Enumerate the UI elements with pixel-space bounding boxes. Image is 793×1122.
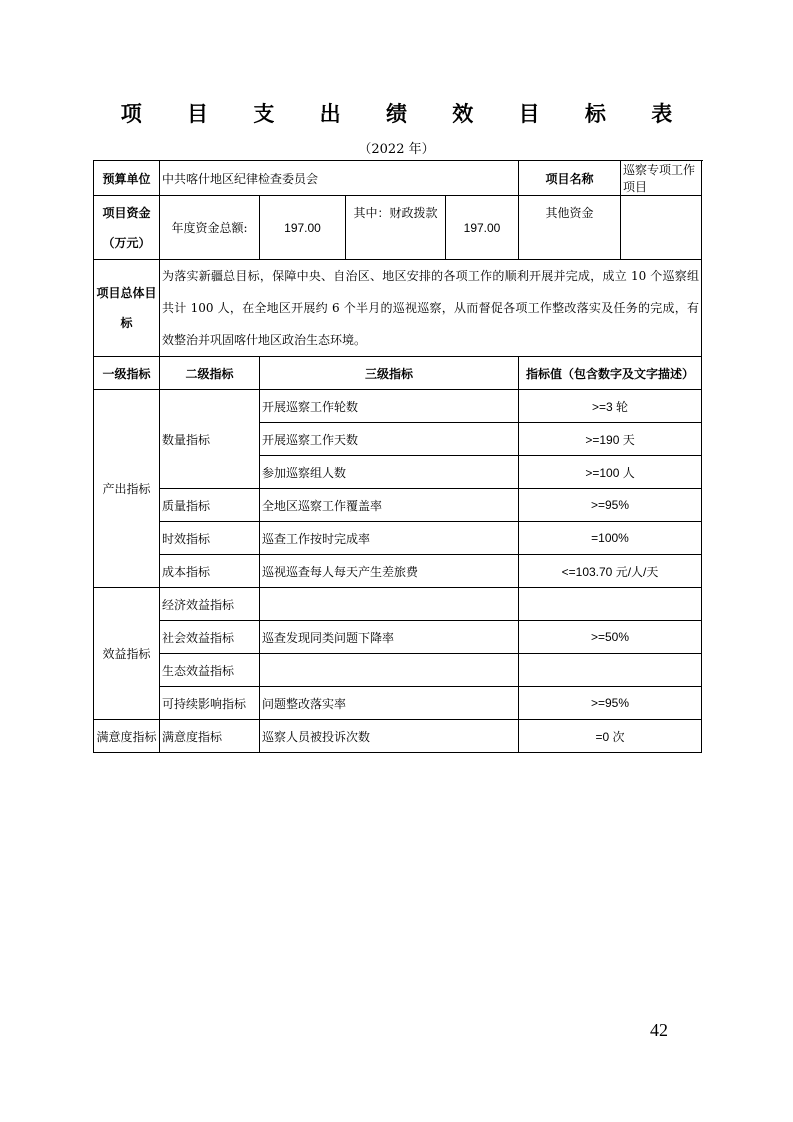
indicator-value: =100% — [519, 522, 702, 555]
goal-label: 项目总体目标 — [94, 260, 160, 357]
table-row — [94, 720, 702, 753]
cost-indicator: 成本指标 — [160, 555, 260, 588]
header-level2: 二级指标 — [160, 357, 260, 390]
indicator-value: >=100 人 — [519, 456, 702, 489]
timeliness-indicator: 时效指标 — [160, 522, 260, 555]
budget-unit-row — [94, 161, 702, 196]
ecological-indicator: 生态效益指标 — [160, 654, 260, 687]
group-output: 产出指标 — [94, 390, 160, 588]
group-benefit: 效益指标 — [94, 588, 160, 720]
economic-indicator: 经济效益指标 — [160, 588, 260, 621]
indicator-value: <=103.70 元/人/天 — [519, 555, 702, 588]
budget-unit-label: 预算单位 — [94, 161, 160, 196]
indicator-name — [260, 654, 519, 687]
table-row — [94, 489, 702, 522]
indicator-name: 全地区巡察工作覆盖率 — [260, 489, 519, 522]
social-indicator: 社会效益指标 — [160, 621, 260, 654]
fiscal-value: 197.00 — [446, 196, 519, 260]
indicator-value — [519, 588, 702, 621]
indicator-name: 巡察人员被投诉次数 — [260, 720, 519, 753]
other-funds-value — [621, 196, 702, 260]
header-value: 指标值（包含数字及文字描述） — [519, 357, 702, 390]
page-title: 项 目 支 出 绩 效 目 标 表 — [120, 102, 692, 126]
goal-row — [94, 260, 702, 357]
indicator-value: >=95% — [519, 687, 702, 720]
group-satisfaction: 满意度指标 — [94, 720, 160, 753]
indicator-header-row — [94, 357, 702, 390]
header-level3: 三级指标 — [260, 357, 519, 390]
indicator-name: 参加巡察组人数 — [260, 456, 519, 489]
table-row — [94, 588, 702, 621]
annual-total-value: 197.00 — [260, 196, 346, 260]
table-row — [94, 654, 702, 687]
indicator-name: 巡查工作按时完成率 — [260, 522, 519, 555]
year-subtitle: （2022 年） — [358, 142, 435, 157]
header-level1: 一级指标 — [94, 357, 160, 390]
indicator-name — [260, 588, 519, 621]
sustainable-indicator: 可持续影响指标 — [160, 687, 260, 720]
satisfaction-indicator: 满意度指标 — [160, 720, 260, 753]
table-row — [94, 621, 702, 654]
indicator-value: =0 次 — [519, 720, 702, 753]
indicator-name: 巡查发现同类问题下降率 — [260, 621, 519, 654]
indicator-value: >=190 天 — [519, 423, 702, 456]
annual-total-label: 年度资金总额: — [160, 196, 260, 260]
table-row — [94, 522, 702, 555]
budget-unit-value: 中共喀什地区纪律检查委员会 — [160, 161, 519, 196]
indicator-value — [519, 654, 702, 687]
table-row — [94, 390, 702, 423]
indicator-name: 开展巡察工作天数 — [260, 423, 519, 456]
quality-indicator: 质量指标 — [160, 489, 260, 522]
page-number: 42 — [650, 1020, 668, 1040]
fiscal-label: 其中：财政拨款 — [346, 196, 446, 260]
table-row — [94, 687, 702, 720]
quantity-indicator: 数量指标 — [160, 390, 260, 489]
indicator-value: >=3 轮 — [519, 390, 702, 423]
indicator-name: 巡视巡查每人每天产生差旅费 — [260, 555, 519, 588]
goal-text: 为落实新疆总目标，保障中央、自治区、地区安排的各项工作的顺利开展并完成，成立 10 个巡察组共计 100 人，在全地区开展约 6 个半月的巡视巡察，从而督促各项工作整改落实及任务的完成，有效整治并巩固喀什地区政治生态环境。 — [160, 260, 702, 357]
other-funds-label: 其他资金 — [519, 196, 621, 260]
indicator-name: 问题整改落实率 — [260, 687, 519, 720]
performance-target-table — [93, 160, 702, 753]
funds-row — [94, 196, 702, 260]
indicator-value: >=50% — [519, 621, 702, 654]
funds-label: 项目资金 （万元） — [94, 196, 160, 260]
indicator-value: >=95% — [519, 489, 702, 522]
project-name-label: 项目名称 — [519, 161, 621, 196]
project-name-value: 巡察专项工作项目 — [621, 161, 702, 196]
indicator-name: 开展巡察工作轮数 — [260, 390, 519, 423]
table-row — [94, 555, 702, 588]
